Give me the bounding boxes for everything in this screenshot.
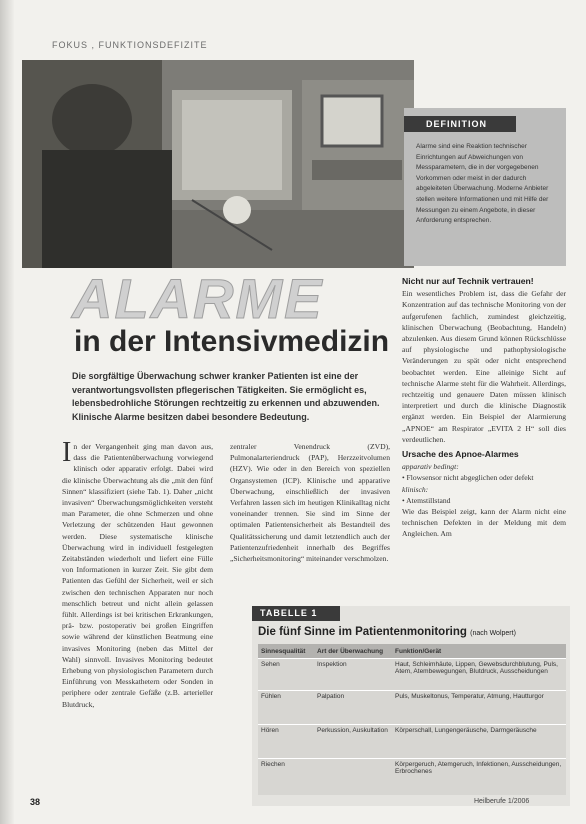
body-column-2-text: zentraler Venendruck (ZVD), Pulmonalarteriendruck (PAP), Herzzeitvolumen (HZV). Wie oder in den Bereich von speziellen Organsystemen (ICP). Klinische und apparative Überwachung, einschließlich der invasiven Verfahren lassen sich im heutigen Klinikalltag nicht voneinander trennen. Sie sind im Sinne der optimalen Patientensicherheit als Bestandteil des Qualitätssicherung und damit letztendlich auch der Patientenzufriedenheit innerhalb des Begriffes „Sicherheitsmonitoring“ miteinander verschmolzen. xyxy=(230,442,390,564)
table-1 xyxy=(252,606,570,806)
table-cell: Puls, Muskeltonus, Temperatur, Atmung, Hautturgor xyxy=(392,691,566,725)
body-column-1 xyxy=(62,437,213,710)
section-heading-technik: Nicht nur auf Technik vertrauen! xyxy=(402,276,534,286)
table-cell: Perkussion, Auskultation xyxy=(314,725,392,759)
table-row xyxy=(258,691,566,725)
table-cell: Inspektion xyxy=(314,659,392,691)
apnoe-sub-apparativ: apparativ bedingt: xyxy=(402,462,459,472)
running-head: FOKUS , FUNKTIONSDEFIZITE xyxy=(52,40,208,50)
table-cell: Riechen xyxy=(258,759,314,795)
table-row xyxy=(258,725,566,759)
table-cell: Haut, Schleimhäute, Lippen, Gewebsdurchblutung, Puls, Atem, Atembewegungen, Blutdruck, Ausscheidungen xyxy=(392,659,566,691)
table-cell: Sehen xyxy=(258,659,314,691)
table-header-row xyxy=(258,644,566,659)
lead-paragraph: Die sorgfältige Überwachung schwer kranker Patienten ist eine der verantwortungsvollsten pflegerischen Tätigkeiten. Sie ermöglicht es, lebensbedrohliche Störungen rechtzeitig zu erkennen und abzuwenden. Klinische Alarme besitzen dabei besondere Bedeutung. xyxy=(72,371,380,422)
hero-photo xyxy=(22,60,414,268)
table-header: Art der Überwachung xyxy=(314,644,392,659)
table-cell: Körperschall, Lungengeräusche, Darmgeräusche xyxy=(392,725,566,759)
table-title-note: (nach Wolpert) xyxy=(470,630,516,637)
section-text-apnoe: Wie das Beispiel zeigt, kann der Alarm nicht eine technischen Defekten in der Meldung mit dem Angleichen. Am xyxy=(402,507,566,539)
dropcap: I xyxy=(62,437,72,468)
body-column-3 xyxy=(402,272,566,540)
table-row xyxy=(258,659,566,691)
table-label: TABELLE 1 xyxy=(252,606,340,621)
page-number: 38 xyxy=(30,797,41,807)
apnoe-item-flowsensor: • Flowsensor nicht abgeglichen oder defekt xyxy=(402,473,534,483)
table-header: Funktion/Gerät xyxy=(392,644,566,659)
table-cell xyxy=(314,759,392,795)
body-column-1-text: n der Vergangenheit ging man davon aus, dass die Patientenüberwachung vorwiegend klinisch oder apparativ erfolgt. Dabei wird die klinische Überwachtung als die „mit den fünf Sinnen“ klassifiziert (siehe Tab. 1). Daher „nicht invasiven“ Überwachungsmöglichkeiten versteht man Parameter, die ohne Schmerzen und ohne Verletzung der schützenden Haut gewonnen werden. Diese systematische klinische Überwachung wird in individuell festgelegten Zeitabständen wiederholt und liefert eine Fülle von Informationen in kurzer Zeit. Sie gibt dem Patienten das Gefühl der Sicherheit, weil er sich zwischen den technischen Apparaten nur noch menschlich betreut und nicht allein gelassen fühlt. Allerdings ist bei kritischen Erkrankungen, prä- bzw. postoperativ bei großen Eingriffen sowie während der künstlichen Beatmung eine invasives Monitoring (neben das Mittel der Wahl) sinnvoll. Invasives Monitoring bedeutet Erhebung von physiologischen Parametern durch Einführung von Messkathetern oder Sonden in periphere oder zentrale Gefäße (z.B. arterieller Blutdruck, xyxy=(62,442,213,709)
headline-main: ALARME xyxy=(72,267,324,330)
definition-box xyxy=(404,108,566,266)
table-cell: Palpation xyxy=(314,691,392,725)
apnoe-item-atemstillstand: • Atemstillstand xyxy=(402,495,451,505)
apnoe-sub-klinisch: klinisch: xyxy=(402,484,429,494)
table-cell: Hören xyxy=(258,725,314,759)
page-binding-shadow xyxy=(0,0,14,824)
table-cell: Körpergeruch, Atemgeruch, Infektionen, Ausscheidungen, Erbrochenes xyxy=(392,759,566,795)
table-cell: Fühlen xyxy=(258,691,314,725)
table-title-text: Die fünf Sinne im Patientenmonitoring xyxy=(258,626,467,638)
headline-sub: in der Intensivmedizin xyxy=(74,325,390,358)
table-title xyxy=(258,626,516,638)
section-text-technik: Ein wesentliches Problem ist, dass die Gefahr der Konzentration auf das technische Monitoring von der aufgerufenen fachlich, zumindest gleichzeitig, klinischen Überwachung (Beobachtung, Handeln) abzulenken. Aus diesem Grund können Rückschlüsse auf physiologische und pathophysiologische Veränderungen zu spät oder nicht entsprechend beobachtet werden. Eine alleinige Sicht auf technische Alarme steht für die Wahrheit. Allerdings, rechtzeitig und genauere Daten müssen klinisch interpretiert und durch die klinische Diagnostik ergänzt werden. Ein Beispiel der Alarmierung „APNOE“ am Respirator „EVITA 2 H“ soll dies verdeutlichen. xyxy=(402,289,566,444)
table-row xyxy=(258,759,566,795)
footer-publication: Heilberufe 1/2006 xyxy=(474,798,530,805)
definition-text: Alarme sind eine Reaktion technischer Einrichtungen auf Abweichungen von Messparametern, die in der vorgegebenen Vorkommen oder meist in der dadurch abgeleiteten Überwachung. Moderne Anbieter stellen weitere Informationen und mit Hilfe der Messungen zu einem Angebote, in dieser Anforderung entsprechen. xyxy=(416,143,549,225)
table-header: Sinnesqualität xyxy=(258,644,314,659)
body-column-2 xyxy=(230,441,390,564)
senses-table xyxy=(258,644,566,795)
intensive-care-photo xyxy=(22,60,414,268)
section-heading-apnoe: Ursache des Apnoe-Alarmes xyxy=(402,449,519,460)
definition-label: DEFINITION xyxy=(404,116,516,132)
